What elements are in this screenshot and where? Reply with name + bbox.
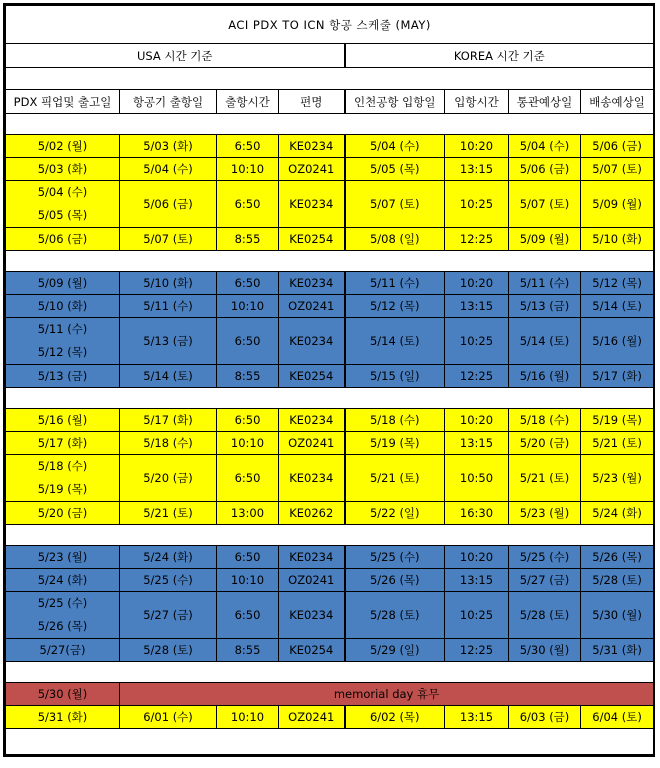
customs-cell: 5/04 (수) (509, 135, 581, 158)
pickup-cell: 5/24 (화) (6, 569, 120, 592)
arrive-date-cell: 5/11 (수) (345, 272, 445, 295)
flight-cell: OZ0241 (279, 569, 345, 592)
schedule-row (6, 569, 654, 592)
holiday-note: memorial day 휴무 (120, 683, 654, 706)
header-delivery: 배송예상일 (581, 90, 654, 114)
holiday-pickup-cell: 5/30 (월) (6, 683, 120, 706)
flight-cell: KE0254 (279, 228, 345, 251)
delivery-cell: 5/31 (화) (581, 639, 654, 662)
schedule-row (6, 432, 654, 455)
schedule-row (6, 365, 654, 388)
pickup-cell: 5/27(금) (6, 639, 120, 662)
arrive-time-cell: 12:25 (445, 365, 509, 388)
delivery-cell: 5/12 (목) (581, 272, 654, 295)
arrive-time-cell: 16:30 (445, 502, 509, 525)
depart-date-cell: 5/21 (토) (120, 502, 217, 525)
holiday-row (6, 683, 654, 706)
header-arrive-date: 인천공항 입항일 (345, 90, 445, 114)
header-arrive-time: 입항시간 (445, 90, 509, 114)
pickup-stack (6, 318, 119, 364)
arrive-date-cell: 5/21 (토) (345, 455, 445, 502)
delivery-cell: 5/21 (토) (581, 432, 654, 455)
delivery-cell: 5/17 (화) (581, 365, 654, 388)
delivery-cell: 5/26 (목) (581, 546, 654, 569)
customs-cell: 5/13 (금) (509, 295, 581, 318)
arrive-time-cell: 13:15 (445, 706, 509, 729)
depart-time-cell: 10:10 (217, 432, 279, 455)
arrive-time-cell: 13:15 (445, 158, 509, 181)
customs-cell: 5/23 (월) (509, 502, 581, 525)
depart-date-cell: 5/14 (토) (120, 365, 217, 388)
customs-cell: 5/06 (금) (509, 158, 581, 181)
depart-date-cell: 5/10 (화) (120, 272, 217, 295)
depart-date-cell: 5/07 (토) (120, 228, 217, 251)
arrive-date-cell: 5/08 (일) (345, 228, 445, 251)
depart-date-cell: 5/24 (화) (120, 546, 217, 569)
pickup-date: 5/19 (목) (37, 482, 88, 496)
arrive-time-cell: 10:50 (445, 455, 509, 502)
header-customs: 통관예상일 (509, 90, 581, 114)
arrive-date-cell: 5/15 (일) (345, 365, 445, 388)
schedule-row (6, 272, 654, 295)
depart-date-cell: 5/06 (금) (120, 181, 217, 228)
gap-row (6, 662, 654, 683)
customs-cell: 5/21 (토) (509, 455, 581, 502)
pickup-cell: 5/10 (화) (6, 295, 120, 318)
arrive-date-cell: 5/19 (목) (345, 432, 445, 455)
delivery-cell: 5/10 (화) (581, 228, 654, 251)
korea-section-label: KOREA 시간 기준 (345, 44, 654, 68)
depart-date-cell: 5/25 (수) (120, 569, 217, 592)
depart-date-cell: 6/01 (수) (120, 706, 217, 729)
delivery-cell: 5/14 (토) (581, 295, 654, 318)
depart-time-cell: 6:50 (217, 318, 279, 365)
customs-cell: 5/28 (토) (509, 592, 581, 639)
arrive-date-cell: 5/04 (수) (345, 135, 445, 158)
flight-cell: OZ0241 (279, 432, 345, 455)
schedule-table (5, 5, 654, 755)
depart-date-cell: 5/03 (화) (120, 135, 217, 158)
delivery-cell: 5/23 (월) (581, 455, 654, 502)
pickup-cell: 5/16 (월) (6, 409, 120, 432)
arrive-date-cell: 5/14 (토) (345, 318, 445, 365)
pickup-cell: 5/03 (화) (6, 158, 120, 181)
delivery-cell: 5/16 (월) (581, 318, 654, 365)
schedule-row (6, 706, 654, 729)
flight-cell: KE0234 (279, 181, 345, 228)
pickup-date: 5/12 (목) (37, 345, 88, 359)
pickup-date: 5/25 (수) (37, 596, 88, 610)
arrive-time-cell: 13:15 (445, 432, 509, 455)
pickup-date: 5/05 (목) (37, 208, 88, 222)
page-title: ACI PDX TO ICN 항공 스케줄 (MAY) (6, 6, 654, 44)
arrive-date-cell: 5/25 (수) (345, 546, 445, 569)
schedule-row (6, 592, 654, 639)
pickup-date: 5/18 (수) (37, 459, 88, 473)
pickup-cell: 5/23 (월) (6, 546, 120, 569)
pickup-cell (6, 181, 120, 228)
delivery-cell: 5/24 (화) (581, 502, 654, 525)
arrive-time-cell: 13:15 (445, 569, 509, 592)
gap-row (6, 525, 654, 546)
flight-cell: OZ0241 (279, 158, 345, 181)
depart-time-cell: 8:55 (217, 365, 279, 388)
depart-date-cell: 5/13 (금) (120, 318, 217, 365)
gap-cell (6, 388, 654, 409)
depart-date-cell: 5/20 (금) (120, 455, 217, 502)
customs-cell: 5/09 (월) (509, 228, 581, 251)
schedule-row (6, 295, 654, 318)
depart-date-cell: 5/18 (수) (120, 432, 217, 455)
depart-time-cell: 13:00 (217, 502, 279, 525)
delivery-cell: 5/07 (토) (581, 158, 654, 181)
arrive-time-cell: 10:20 (445, 546, 509, 569)
blank-row (6, 68, 654, 90)
pickup-cell: 5/17 (화) (6, 432, 120, 455)
arrive-date-cell: 5/05 (목) (345, 158, 445, 181)
schedule-row (6, 135, 654, 158)
flight-cell: KE0234 (279, 455, 345, 502)
pickup-cell (6, 455, 120, 502)
flight-cell: KE0234 (279, 318, 345, 365)
schedule-row (6, 546, 654, 569)
gap-cell (6, 114, 654, 135)
depart-time-cell: 6:50 (217, 455, 279, 502)
arrive-date-cell: 6/02 (목) (345, 706, 445, 729)
gap-cell (6, 662, 654, 683)
customs-cell: 5/27 (금) (509, 569, 581, 592)
customs-cell: 5/16 (월) (509, 365, 581, 388)
delivery-cell: 5/09 (월) (581, 181, 654, 228)
depart-time-cell: 6:50 (217, 135, 279, 158)
schedule-row (6, 502, 654, 525)
customs-cell: 5/14 (토) (509, 318, 581, 365)
schedule-row (6, 158, 654, 181)
header-depart-date: 항공기 출항일 (120, 90, 217, 114)
pickup-cell: 5/31 (화) (6, 706, 120, 729)
header-flight: 편명 (279, 90, 345, 114)
flight-cell: KE0262 (279, 502, 345, 525)
depart-time-cell: 8:55 (217, 639, 279, 662)
customs-cell: 5/18 (수) (509, 409, 581, 432)
delivery-cell: 6/04 (토) (581, 706, 654, 729)
depart-time-cell: 6:50 (217, 272, 279, 295)
pickup-date: 5/04 (수) (37, 185, 88, 199)
delivery-cell: 5/30 (월) (581, 592, 654, 639)
schedule-sheet (3, 3, 655, 757)
pickup-stack (6, 181, 119, 227)
customs-cell: 5/20 (금) (509, 432, 581, 455)
header-pickup: PDX 픽업및 출고일 (6, 90, 120, 114)
pickup-stack (6, 455, 119, 501)
arrive-date-cell: 5/26 (목) (345, 569, 445, 592)
arrive-time-cell: 10:25 (445, 592, 509, 639)
arrive-date-cell: 5/22 (일) (345, 502, 445, 525)
gap-row (6, 388, 654, 409)
depart-time-cell: 10:10 (217, 706, 279, 729)
arrive-time-cell: 12:25 (445, 639, 509, 662)
arrive-date-cell: 5/18 (수) (345, 409, 445, 432)
pickup-cell: 5/09 (월) (6, 272, 120, 295)
pickup-date: 5/11 (수) (37, 322, 88, 336)
pickup-cell (6, 318, 120, 365)
flight-cell: OZ0241 (279, 295, 345, 318)
gap-cell (6, 251, 654, 272)
arrive-date-cell: 5/07 (토) (345, 181, 445, 228)
depart-time-cell: 8:55 (217, 228, 279, 251)
depart-time-cell: 6:50 (217, 546, 279, 569)
depart-date-cell: 5/28 (토) (120, 639, 217, 662)
flight-cell: KE0254 (279, 639, 345, 662)
pickup-cell: 5/02 (월) (6, 135, 120, 158)
pickup-cell (6, 592, 120, 639)
delivery-cell: 5/06 (금) (581, 135, 654, 158)
footer-cell (6, 729, 654, 755)
pickup-cell: 5/13 (금) (6, 365, 120, 388)
arrive-time-cell: 12:25 (445, 228, 509, 251)
delivery-cell: 5/19 (목) (581, 409, 654, 432)
schedule-row (6, 409, 654, 432)
arrive-time-cell: 10:25 (445, 318, 509, 365)
depart-date-cell: 5/11 (수) (120, 295, 217, 318)
customs-cell: 5/25 (수) (509, 546, 581, 569)
arrive-date-cell: 5/29 (일) (345, 639, 445, 662)
customs-cell: 5/07 (토) (509, 181, 581, 228)
depart-date-cell: 5/04 (수) (120, 158, 217, 181)
arrive-time-cell: 10:25 (445, 181, 509, 228)
pickup-stack (6, 592, 119, 638)
schedule-row (6, 455, 654, 502)
depart-time-cell: 10:10 (217, 295, 279, 318)
depart-time-cell: 10:10 (217, 158, 279, 181)
flight-cell: KE0234 (279, 409, 345, 432)
depart-date-cell: 5/27 (금) (120, 592, 217, 639)
customs-cell: 5/30 (월) (509, 639, 581, 662)
flight-cell: OZ0241 (279, 706, 345, 729)
arrive-time-cell: 10:20 (445, 135, 509, 158)
schedule-row (6, 639, 654, 662)
depart-time-cell: 6:50 (217, 409, 279, 432)
pickup-cell: 5/06 (금) (6, 228, 120, 251)
schedule-row (6, 318, 654, 365)
arrive-time-cell: 10:20 (445, 409, 509, 432)
header-depart-time: 출항시간 (217, 90, 279, 114)
pickup-cell: 5/20 (금) (6, 502, 120, 525)
flight-cell: KE0234 (279, 272, 345, 295)
gap-row (6, 251, 654, 272)
depart-time-cell: 6:50 (217, 181, 279, 228)
depart-time-cell: 10:10 (217, 569, 279, 592)
customs-cell: 5/11 (수) (509, 272, 581, 295)
flight-cell: KE0234 (279, 592, 345, 639)
arrive-date-cell: 5/28 (토) (345, 592, 445, 639)
usa-section-label: USA 시간 기준 (6, 44, 345, 68)
arrive-date-cell: 5/12 (목) (345, 295, 445, 318)
delivery-cell: 5/28 (토) (581, 569, 654, 592)
flight-cell: KE0254 (279, 365, 345, 388)
customs-cell: 6/03 (금) (509, 706, 581, 729)
arrive-time-cell: 13:15 (445, 295, 509, 318)
flight-cell: KE0234 (279, 135, 345, 158)
flight-cell: KE0234 (279, 546, 345, 569)
depart-time-cell: 6:50 (217, 592, 279, 639)
pickup-date: 5/26 (목) (37, 619, 88, 633)
arrive-time-cell: 10:20 (445, 272, 509, 295)
footer-blank-row (6, 729, 654, 755)
schedule-row (6, 181, 654, 228)
schedule-row (6, 228, 654, 251)
gap-row (6, 114, 654, 135)
gap-cell (6, 525, 654, 546)
depart-date-cell: 5/17 (화) (120, 409, 217, 432)
